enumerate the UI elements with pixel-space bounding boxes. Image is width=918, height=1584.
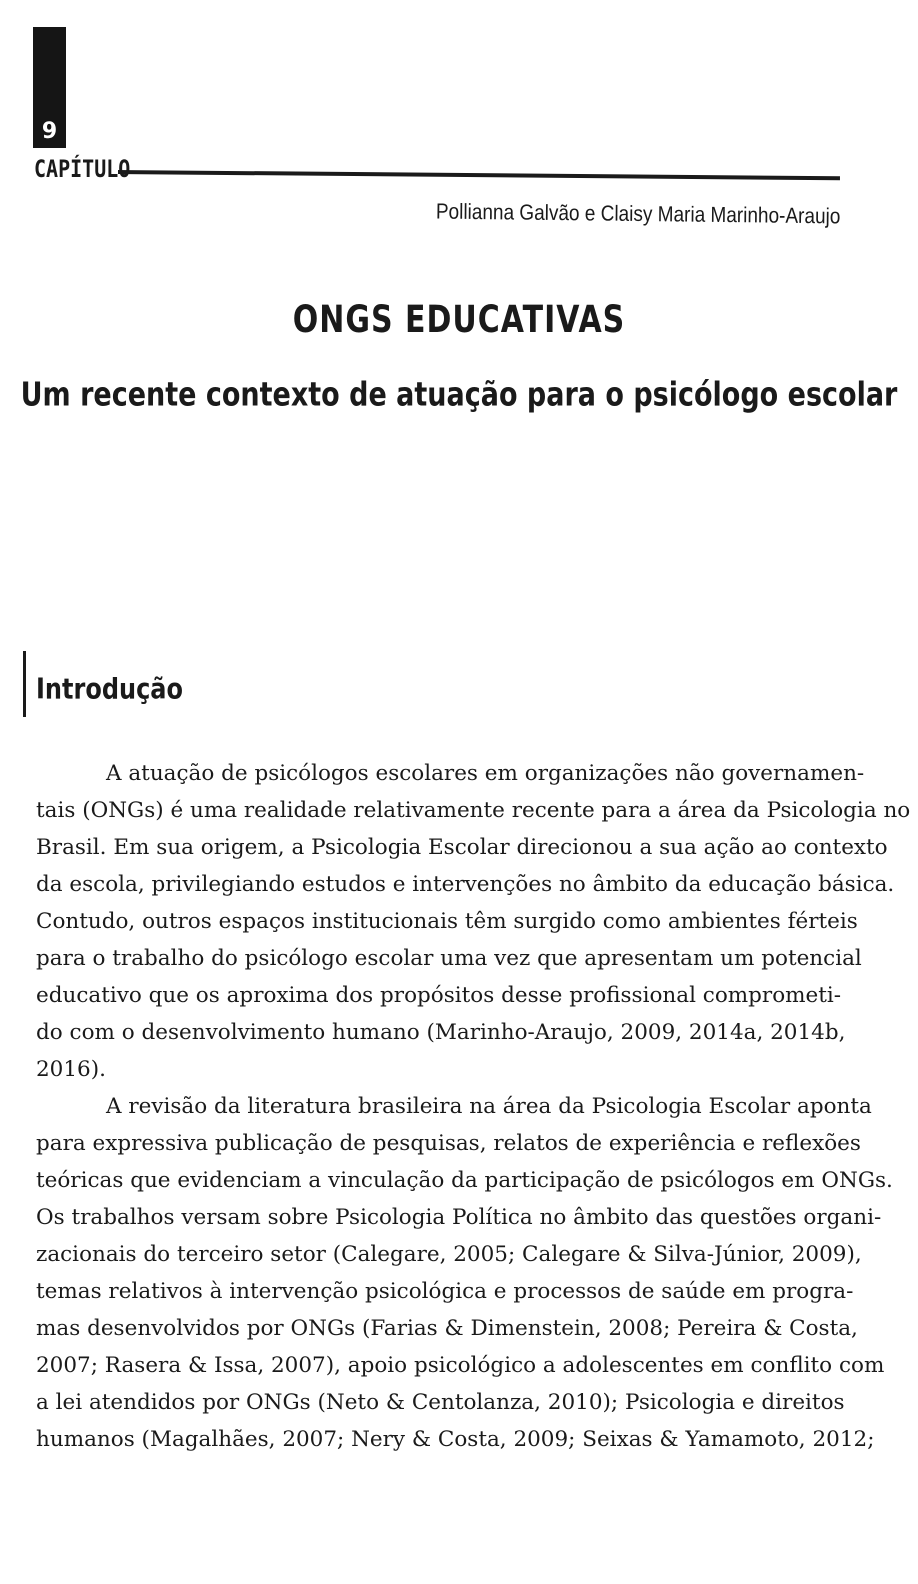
body-text xyxy=(36,755,911,1458)
text-line: a lei atendidos por ONGs (Neto & Centolanza, 2010); Psicologia e direitos xyxy=(36,1390,845,1415)
text-line: da escola, privilegiando estudos e intervenções no âmbito da educação básica. xyxy=(36,872,895,897)
section-marker-bar xyxy=(23,651,26,717)
text-line: 2007; Rasera & Issa, 2007), apoio psicológico a adolescentes em conflito com xyxy=(36,1353,885,1378)
text-line: A atuação de psicólogos escolares em organizações não governamen- xyxy=(106,761,865,786)
chapter-tab xyxy=(33,27,66,148)
chapter-authors: Pollianna Galvão e Claisy Maria Marinho-Araujo xyxy=(435,200,840,230)
text-line: mas desenvolvidos por ONGs (Farias & Dimenstein, 2008; Pereira & Costa, xyxy=(36,1316,858,1341)
chapter-rule xyxy=(118,170,840,180)
text-line: educativo que os aproxima dos propósitos desse profissional comprometi- xyxy=(36,983,842,1008)
text-line: Brasil. Em sua origem, a Psicologia Escolar direcionou a sua ação ao contexto xyxy=(36,835,888,860)
text-line: do com o desenvolvimento humano (Marinho-Araujo, 2009, 2014a, 2014b, xyxy=(36,1020,846,1045)
chapter-label: CAPÍTULO xyxy=(34,154,131,183)
chapter-number: 9 xyxy=(41,119,58,144)
text-line: zacionais do terceiro setor (Calegare, 2005; Calegare & Silva-Júnior, 2009), xyxy=(36,1242,862,1267)
text-line: teóricas que evidenciam a vinculação da participação de psicólogos em ONGs. xyxy=(36,1168,893,1193)
chapter-subtitle: Um recente contexto de atuação para o psicólogo escolar xyxy=(20,376,898,414)
section-heading: Introdução xyxy=(36,672,183,706)
text-line: 2016). xyxy=(36,1057,106,1082)
text-line: temas relativos à intervenção psicológica e processos de saúde em progra- xyxy=(36,1279,854,1304)
text-line: Contudo, outros espaços institucionais têm surgido como ambientes férteis xyxy=(36,909,858,934)
text-line: tais (ONGs) é uma realidade relativamente recente para a área da Psicologia no xyxy=(36,798,911,823)
text-line: Os trabalhos versam sobre Psicologia Política no âmbito das questões organi- xyxy=(36,1205,882,1230)
text-line: A revisão da literatura brasileira na área da Psicologia Escolar aponta xyxy=(106,1094,872,1119)
text-line: para o trabalho do psicólogo escolar uma vez que apresentam um potencial xyxy=(36,946,862,971)
text-line: para expressiva publicação de pesquisas, relatos de experiência e reflexões xyxy=(36,1131,861,1156)
chapter-title: ONGS EDUCATIVAS xyxy=(292,298,626,342)
text-line: humanos (Magalhães, 2007; Nery & Costa, 2009; Seixas & Yamamoto, 2012; xyxy=(36,1427,875,1452)
